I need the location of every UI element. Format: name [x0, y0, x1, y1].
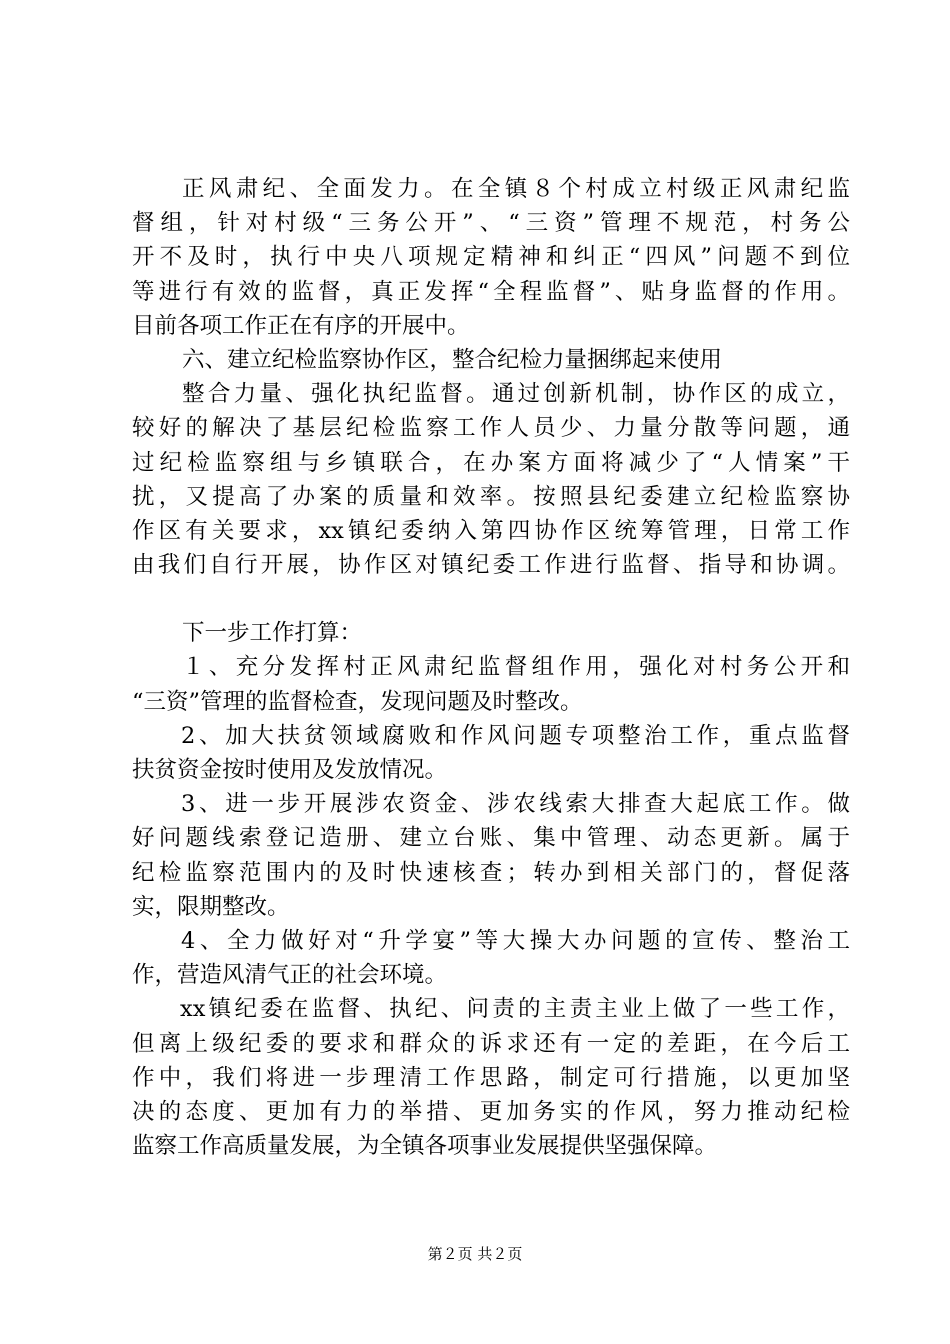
list-item-line: １、充分发挥村正风肃纪监督组作用，强化对村务公开和 — [182, 654, 850, 681]
paragraph-gap — [132, 582, 850, 616]
paragraph-line: 由我们自行开展，协作区对镇纪委工作进行监督、指导和协调。 — [132, 552, 850, 579]
paragraph-line: 作中，我们将进一步理清工作思路，制定可行措施，以更加坚 — [132, 1064, 850, 1091]
paragraph-line: xx镇纪委在监督、执纪、问责的主责主业上做了一些工作， — [180, 996, 850, 1023]
page-number-footer: 第２页 共２页 — [427, 1245, 523, 1263]
list-item-line: 作，营造风清气正的社会环境。 — [132, 962, 448, 989]
paragraph-line: 整合力量、强化执纪监督。通过创新机制，协作区的成立， — [182, 381, 850, 408]
list-item-line: 好问题线索登记造册、建立台账、集中管理、动态更新。属于 — [132, 825, 850, 852]
list-item-line: 3、进一步开展涉农资金、涉农线索大排查大起底工作。做 — [181, 791, 850, 818]
paragraph-line: 但离上级纪委的要求和群众的诉求还有一定的差距，在今后工 — [132, 1030, 850, 1057]
list-item-line: 2、加大扶贫领域腐败和作风问题专项整治工作，重点监督 — [181, 722, 850, 749]
paragraph-line: 目前各项工作正在有序的开展中。 — [132, 312, 470, 339]
paragraph-line: 督组，针对村级“三务公开”、“三资”管理不规范，村务公 — [132, 210, 850, 237]
paragraph-line: 开不及时，执行中央八项规定精神和纠正“四风”问题不到位 — [132, 244, 850, 271]
list-item-line: 扶贫资金按时使用及发放情况。 — [132, 757, 448, 783]
list-item-line: 纪检监察范围内的及时快速核查；转办到相关部门的，督促落 — [132, 859, 850, 886]
paragraph-line: 较好的解决了基层纪检监察工作人员少、力量分散等问题，通 — [132, 415, 850, 442]
list-item-line: “三资”管理的监督检查，发现问题及时整改。 — [132, 688, 583, 715]
paragraph-line: 监察工作高质量发展，为全镇各项事业发展提供坚强保障。 — [132, 1133, 718, 1160]
paragraph-line: 过纪检监察组与乡镇联合，在办案方面将减少了“人情案”干 — [132, 449, 850, 476]
paragraph-line: 作区有关要求，xx镇纪委纳入第四协作区统筹管理，日常工作 — [132, 517, 850, 544]
paragraph-line: 正风肃纪、全面发力。在全镇８个村成立村级正风肃纪监 — [182, 176, 850, 202]
paragraph-line: 决的态度、更加有力的举措、更加务实的作风，努力推动纪检 — [132, 1098, 850, 1125]
paragraph-line: 扰，又提高了办案的质量和效率。按照县纪委建立纪检监察协 — [132, 483, 850, 510]
document-body — [132, 172, 850, 1163]
paragraph-line: 等进行有效的监督，真正发挥“全程监督”、贴身监督的作用。 — [132, 278, 850, 305]
list-item-line: 4、全力做好对“升学宴”等大操大办问题的宣传、整治工 — [181, 927, 850, 954]
section-heading: 六、建立纪检监察协作区，整合纪检力量捆绑起来使用 — [182, 346, 723, 373]
section-heading: 下一步工作打算： — [182, 620, 363, 647]
list-item-line: 实，限期整改。 — [132, 893, 290, 920]
